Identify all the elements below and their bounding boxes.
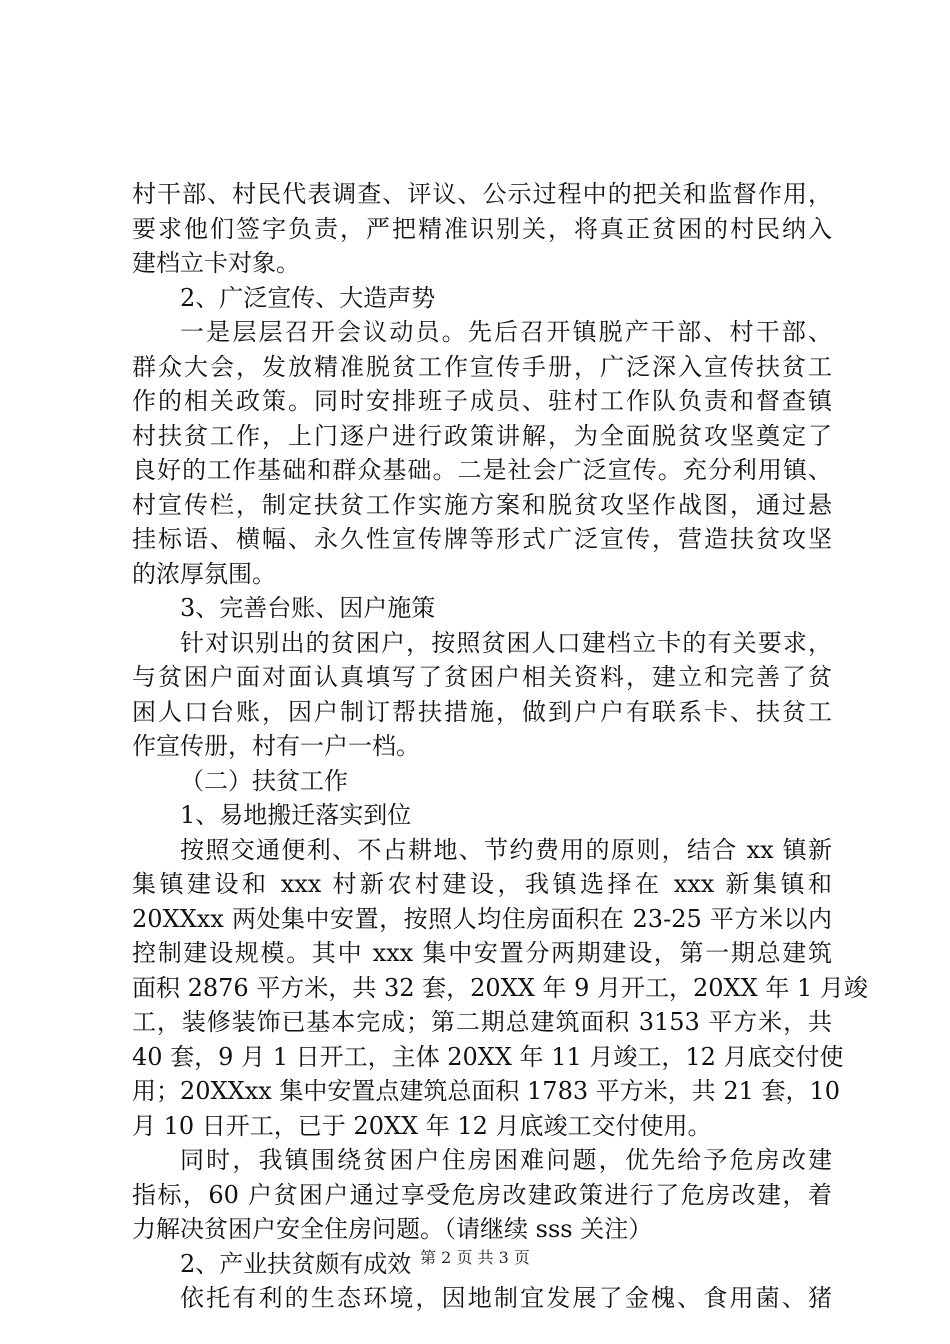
text-line: 困人口台账，因户制订帮扶措施，做到户户有联系卡、扶贫工 <box>132 697 832 726</box>
text-line: 月 10 日开工，已于 20XX 年 12 月底竣工交付使用。 <box>132 1111 712 1140</box>
document-body <box>132 177 868 1316</box>
section-heading: 1、易地搬迁落实到位 <box>180 801 412 829</box>
text-line: 村扶贫工作，上门逐户进行政策讲解，为全面脱贫攻坚奠定了 <box>132 421 832 450</box>
text-line: 挂标语、横幅、永久性宣传牌等形式广泛宣传，营造扶贫攻坚 <box>132 525 832 553</box>
text-line: 作宣传册，村有一户一档。 <box>132 732 420 760</box>
text-line: 按照交通便利、不占耕地、节约费用的原则，结合 xx 镇新 <box>180 835 832 864</box>
text-line: 40 套，9 月 1 日开工，主体 20XX 年 11 月竣工，12 月底交付使 <box>132 1042 844 1071</box>
text-line: 的浓厚氛围。 <box>132 559 276 588</box>
text-line: 20XXxx 两处集中安置，按照人均住房面积在 23-25 平方米以内 <box>132 904 832 933</box>
text-line: 面积 2876 平方米，共 32 套，20XX 年 9 月开工，20XX 年 1 月竣 <box>132 973 868 1002</box>
text-line: 针对识别出的贫困户，按照贫困人口建档立卡的有关要求， <box>180 628 832 657</box>
text-line: 工，装修装饰已基本完成；第二期总建筑面积 3153 平方米，共 <box>132 1008 832 1036</box>
text-line: 控制建设规模。其中 xxx 集中安置分两期建设，第一期总建筑 <box>132 939 832 967</box>
text-line: 要求他们签字负责，严把精准识别关，将真正贫困的村民纳入 <box>132 214 832 243</box>
text-line: 同时，我镇围绕贫困户住房困难问题，优先给予危房改建 <box>180 1146 832 1174</box>
text-line: 良好的工作基础和群众基础。二是社会广泛宣传。充分利用镇、 <box>132 456 832 484</box>
page-number-footer: 第 2 页 共 3 页 <box>420 1248 530 1267</box>
text-line: 指标，60 户贫困户通过享受危房改建政策进行了危房改建，着 <box>132 1180 832 1209</box>
text-line: 作的相关政策。同时安排班子成员、驻村工作队负责和督查镇 <box>132 387 832 415</box>
text-line: 与贫困户面对面认真填写了贫困户相关资料，建立和完善了贫 <box>132 663 832 691</box>
text-line: 村干部、村民代表调查、评议、公示过程中的把关和监督作用， <box>132 180 832 208</box>
section-heading: 3、完善台账、因户施策 <box>180 594 436 622</box>
text-line: 群众大会，发放精准脱贫工作宣传手册，广泛深入宣传扶贫工 <box>132 352 832 381</box>
text-line: 村宣传栏，制定扶贫工作实施方案和脱贫攻坚作战图，通过悬 <box>132 490 832 519</box>
text-line: 力解决贫困户安全住房问题。（请继续 sss 关注） <box>132 1215 653 1243</box>
text-line: 建档立卡对象。 <box>132 249 300 277</box>
text-line: 一是层层召开会议动员。先后召开镇脱产干部、村干部、 <box>180 318 832 346</box>
section-heading: （二）扶贫工作 <box>180 766 348 795</box>
text-line: 用；20XXxx 集中安置点建筑总面积 1783 平方米，共 21 套，10 <box>132 1077 841 1105</box>
text-line: 依托有利的生态环境，因地制宜发展了金槐、食用菌、猪 <box>180 1284 832 1312</box>
section-heading: 2、广泛宣传、大造声势 <box>180 283 436 312</box>
section-heading: 2、产业扶贫颇有成效 <box>180 1249 412 1278</box>
text-line: 集镇建设和 xxx 村新农村建设，我镇选择在 xxx 新集镇和 <box>132 870 832 898</box>
